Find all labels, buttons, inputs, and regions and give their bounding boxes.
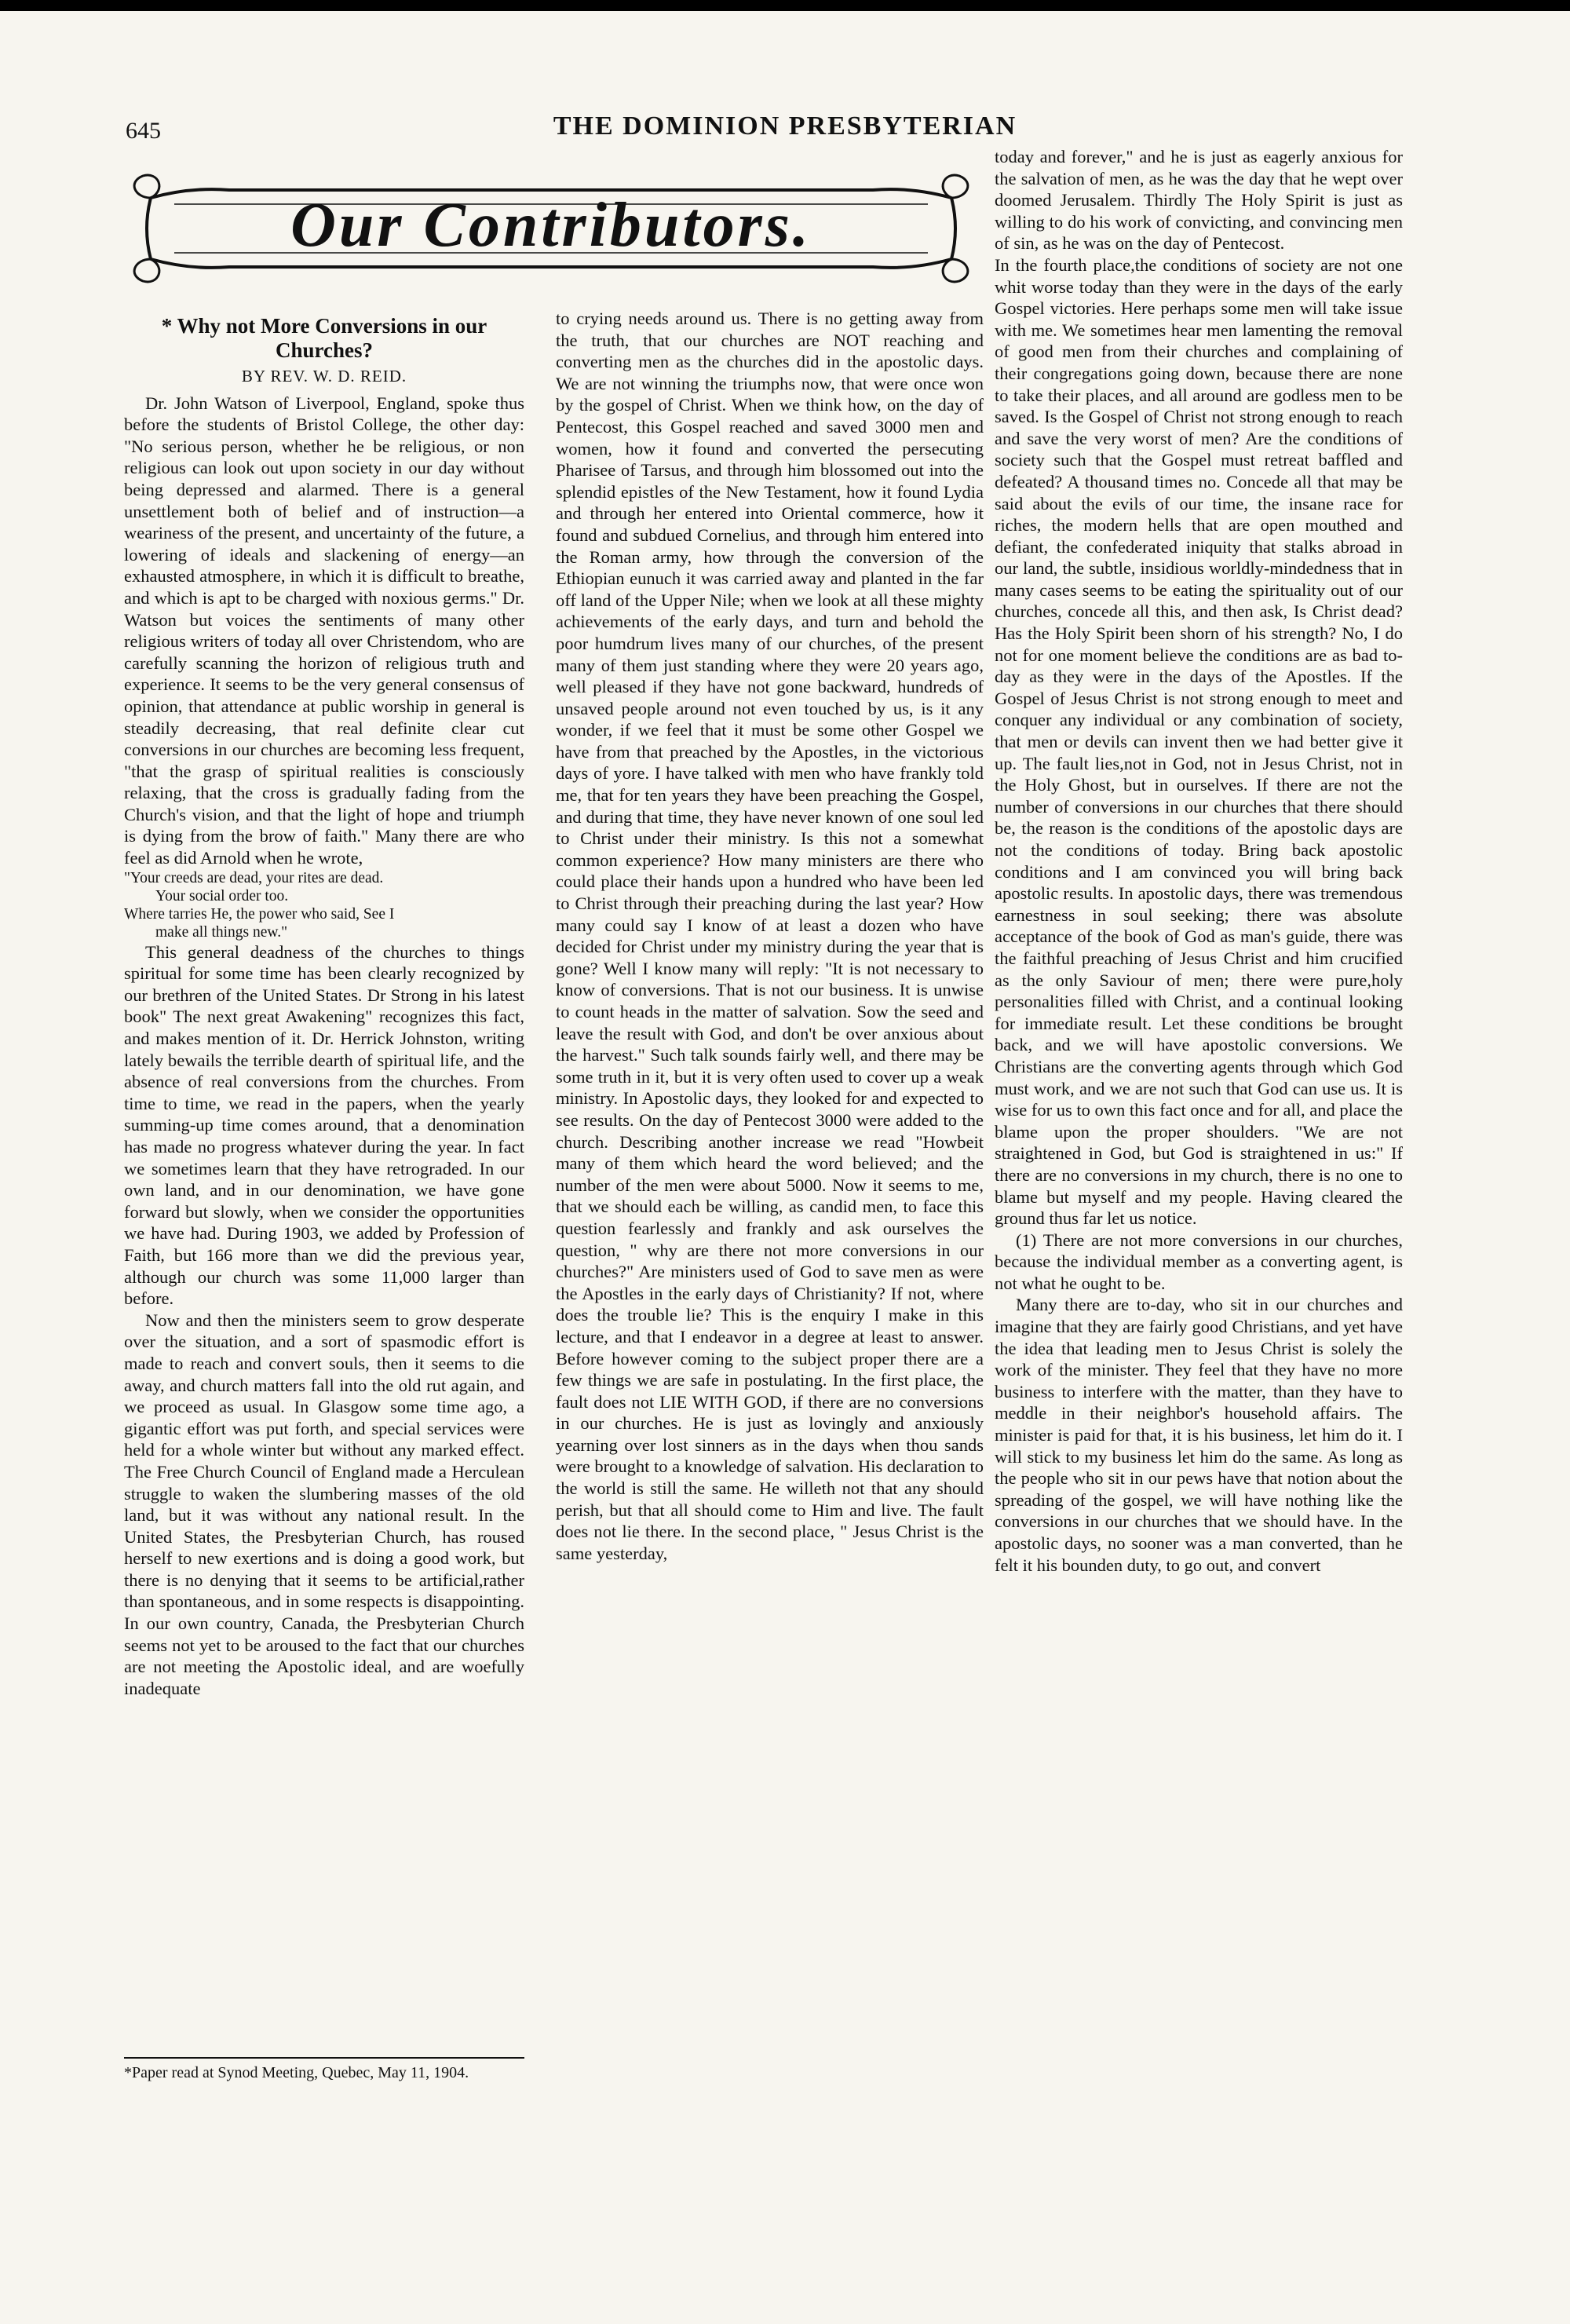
- paragraph: Now and then the ministers seem to grow desperate over the situation, and a sort of spasmodic effort is made to reach and convert souls, then it seems to die away, and church matters fall into the old rut again, and we proceed as usual. In Glasgow some time ago, a gigantic effort was put forth, and special services were held for a whole winter but without any marked effect. The Free Church Council of England made a Herculean struggle to waken the slumbering masses of the old land, but it was without any national result. In the United States, the Presbyterian Church, has roused herself to new exertions and is doing a good work, but there is no denying that it seems to be artificial,rather than spontaneous, and in some respects is disappointing. In our own country, Canada, the Presbyterian Church seems not yet to be aroused to the fact that our churches are not meeting the Apostolic ideal, and are woefully inadequate: [124, 1310, 524, 1698]
- article-title: * Why not More Conversions in our Churches?: [161, 314, 487, 362]
- footnote: *Paper read at Synod Meeting, Quebec, May 11, 1904.: [124, 2057, 524, 2083]
- paragraph: Many there are to-day, who sit in our churches and imagine that they are fairly good Christians, and yet have the idea that leading men to Jesus Christ is solely the work of the minister. They feel that they have no more business to interfere with the matter, than they have to meddle in their neighbor's household affairs. The minister is paid for that, it is his business, let him do it. I will stick to my business let him do the same. As long as the people who sit in our pews have that notion about the spreading of the gospel, we will have nothing like the conversions in our churches that we should have. In the apostolic days, no sooner was a man converted, than he felt it his bounden duty, to go out, and convert: [995, 1295, 1403, 1575]
- paragraph: In the fourth place,the conditions of society are not one whit worse today than they were in the days of the early Gospel victories. Here perhaps some men will take issue with me. We sometimes hear men lamenting the removal of good men from their churches and complaining of their congregations going down, because there are none to take their places, and all around are godless men to be saved. Is the Gospel of Christ not strong enough to reach and save the very worst of men? Are the conditions of society such that the Gospel must retreat baffled and defeated? A thousand times no. Concede all that may be said about the evils of our time, the insane race for riches, the modern hells that are open mouthed and defiant, the confederated iniquity that stalks abroad in our land, the subtle, insidious worldly-mindedness that in many cases seems to be eating the spirituality out of our churches, concede all this, and then ask, Is Christ dead? Has the Holy Spirit been shorn of his strength? No, I do not for one moment believe the conditions are as bad to-day as they were in the days of the Apostles. If the Gospel of Jesus Christ is not strong enough to meet and conquer any individual or any combination of society, that men or devils can invent then we had better give it up. The fault lies,not in God, not in Jesus Christ, not in the Holy Ghost, but in ourselves. If there are not the number of conversions in our churches that there should be, the reason is the conditions of the apostolic days are not the conditions of today. Bring back apostolic conditions and I am convinced you will bring back apostolic results. In apostolic days, there was tremendous earnestness in soul seeking; there was absolute acceptance of the book of God as man's guide, there was the faithful preaching of Jesus Christ and him crucified as the only Saviour of men; there were pure,holy personalities filled with Christ, and a continual looking for immediate result. Let these conditions be brought back, and we will have apostolic conversions. We Christians are the converting agents through which God must work, and we are not such that God can use us. It is wise for us to own this fact once and for all, and place the blame upon the proper shoulders. "We are not straightened in God, but God is straightened in us:" If there are no conversions in my church, there is no one to blame but myself and my people. Having cleared the ground thus far let us notice.: [995, 254, 1403, 1229]
- column-3: [995, 146, 1403, 1576]
- column-2: [556, 308, 984, 1564]
- paragraph: (1) There are not more conversions in our churches, because the individual member as a converting agent, is not what he ought to be.: [995, 1230, 1403, 1293]
- running-head: THE DOMINION PRESBYTERIAN: [553, 111, 1017, 141]
- verse-line: Your social order too.: [155, 887, 289, 904]
- paragraph: This general deadness of the churches to things spiritual for some time has been clearly recognized by our brethren of the United States. Dr Strong in his latest book" The next great Awakening" recognizes this fact, and makes mention of it. Dr. Herrick Johnston, writing lately bewails the terrible dearth of spiritual life, and the absence of real conversions from the churches. From time to time, we read in the papers, when the yearly summing-up time comes around, that a denomination has made no progress whatever during the year. In fact we sometimes learn that they have retrograded. In our own land, and in our denomination, we have gone forward but slowly, when we consider the opportunities we have had. During 1903, we added by Profession of Faith, but 166 more than we did the previous year, although our church was some 11,000 larger than before.: [124, 941, 524, 1309]
- quoted-verse: [124, 869, 524, 941]
- paragraph: today and forever," and he is just as eagerly anxious for the salvation of men, as he was the day that he wept over doomed Jerusalem. Thirdly The Holy Spirit is just as willing to do his work of convicting, and convincing men of sin, as he was on the day of Pentecost.: [995, 147, 1403, 254]
- page-number: 645: [126, 118, 161, 144]
- paragraph: to crying needs around us. There is no getting away from the truth, that our churches are NOT reaching and converting men as the churches did in the apostolic days. We are not winning the triumphs now, that were once won by the gospel of Christ. When we think how, on the day of Pentecost, this Gospel reached and saved 3000 men and women, how it found and converted the persecuting Pharisee of Tarsus, and through him blossomed out into the splendid epistles of the New Testament, how it found Lydia and through her entered into Oriental commerce, how it found and subdued Cornelius, and through him entered into the Roman army, how through the conversion of the Ethiopian eunuch it was carried away and planted in the far off land of the Upper Nile; when we look at all these mighty achievements of the early days, and turn and behold the poor humdrum lives many of our churches, of the present many of them just standing where they were 20 years ago, well pleased if they have not gone backward, hundreds of unsaved people around not even touched by us, is it any wonder, if we feel that it must be some other Gospel we have from that preached by the Apostles, in the victorious days of yore. I have talked with men who have frankly told me, that for ten years they have been preaching the Gospel, and during that time, they have never known of one soul led to Christ under their ministry. Is this not a somewhat common experience? How many ministers are there who could place their hands upon a hundred who have been led to Christ through their preaching during the last year? How many could say I know of at least a dozen who have decided for Christ under my ministry during the year that is gone? Well I know many will reply: "It is not necessary to know of conversions. That is not our business. It is unwise to count heads in the matter of salvation. Sow the seed and leave the result with God, and don't be over anxious about the harvest." Such talk sounds fairly well, and there may be some truth in it, but it is very often used to cover up a weak ministry. In Apostolic days, they looked for and expected to see results. On the day of Pentecost 3000 were added to the church. Describing another increase we read "Howbeit many of them which heard the word believed; and the number of the men were about 5000. Now it seems to me, that we should each be willing, as candid men, to face this question fearlessly and frankly and ask ourselves the question, " why are there not more conversions in our churches?" Are ministers used of God to save men as were the Apostles in the early days of Christianity? If not, where does the trouble lie? This is the enquiry I make in this lecture, and that I endeavor in a degree at least to answer. Before however coming to the subject proper there are a few things we are safe in postulating. In the first place, the fault does not LIE WITH GOD, if there are no conversions in our churches. He is just as lovingly and anxiously yearning over lost sinners as in the days when thou sands were brought to a knowledge of salvation. His declaration to the world is still the same. He willeth not that any should perish, but that all should come to Him and live. The fault does not lie there. In the second place, " Jesus Christ is the same yesterday,: [556, 309, 984, 1563]
- verse-line: "Your creeds are dead, your rites are dead.: [124, 869, 384, 886]
- scan-top-edge: [0, 0, 1570, 11]
- verse-line: Where tarries He, the power who said, See I: [124, 905, 395, 923]
- paragraph: Dr. John Watson of Liverpool, England, spoke thus before the students of Bristol College, the other day: "No serious person, whether he be religious, or non religious can look out upon society in our day without being depressed and alarmed. There is a general unsettlement both of belief and of instruction—a weariness of the present, and uncertainty of the future, a lowering of ideals and slackening of energy—an exhausted atmosphere, in which it is difficult to breathe, and which is apt to be charged with noxious germs." Dr. Watson but voices the sentiments of many other religious writers of today all over Christendom, who are carefully scanning the horizon of religious truth and experience. It seems to be the very general consensus of opinion, that attendance at public worship in general is steadily decreasing, that real definite clear cut conversions in our churches are becoming less frequent, "that the grasp of spiritual realities is consciously relaxing, that the cross is gradually fading from the Church's vision, and that the light of hope and triumph is dying from the brow of faith." Many there are who feel as did Arnold when he wrote,: [124, 393, 524, 868]
- article-byline: BY REV. W. D. REID.: [241, 367, 407, 386]
- column-1: [124, 314, 524, 1699]
- verse-line: make all things new.": [155, 923, 288, 941]
- section-title: Our Contributors.: [290, 191, 812, 260]
